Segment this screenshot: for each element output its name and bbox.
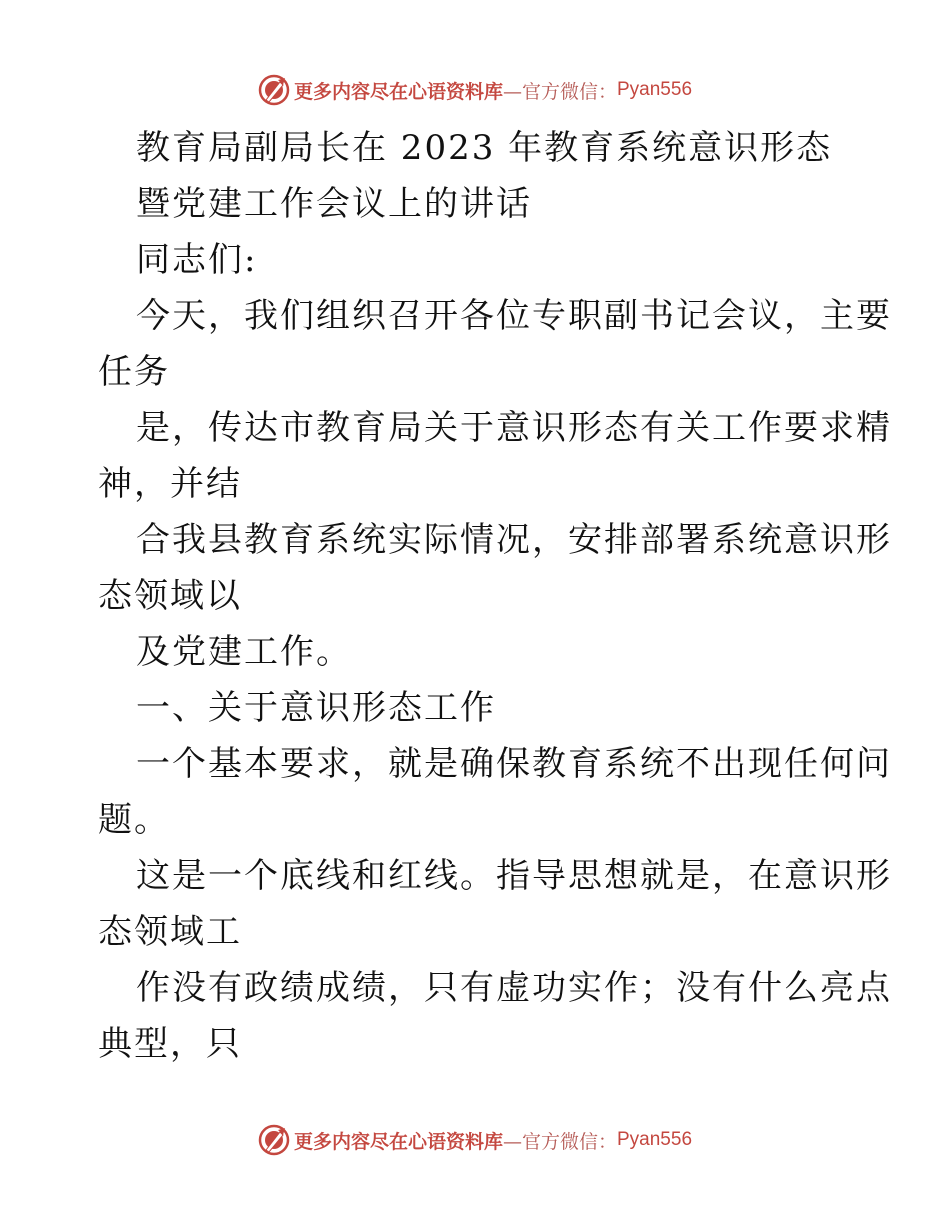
banner-wechat-id: Pyan556 <box>617 1129 693 1150</box>
document-line: 一、关于意识形态工作 <box>136 688 496 728</box>
document-line: 典型，只 <box>98 1024 242 1064</box>
document-line: 作没有政绩成绩，只有虚功实作；没有什么亮点 <box>136 968 892 1008</box>
document-line: 任务 <box>98 352 170 392</box>
document-line: 同志们: <box>136 240 258 280</box>
banner-wechat-label: —官方微信： <box>502 80 617 103</box>
document-line: 今天，我们组织召开各位专职副书记会议，主要 <box>136 296 892 336</box>
document-line: 暨党建工作会议上的讲话 <box>136 184 532 224</box>
document-line: 一个基本要求，就是确保教育系统不出现任何问 <box>136 744 892 784</box>
banner-wechat-label: —官方微信： <box>502 1130 617 1153</box>
quill-pen-logo-icon <box>258 74 290 106</box>
banner-site-name: 更多内容尽在心语资料库 <box>293 1130 503 1153</box>
document-line: 这是一个底线和红线。指导思想就是，在意识形 <box>136 856 892 896</box>
banner-wechat-id: Pyan556 <box>617 79 693 100</box>
document-line: 态领域以 <box>98 576 242 616</box>
document-line: 及党建工作。 <box>136 632 352 672</box>
document-line: 合我县教育系统实际情况，安排部署系统意识形 <box>136 520 892 560</box>
banner-site-name: 更多内容尽在心语资料库 <box>293 80 503 103</box>
document-line: 是，传达市教育局关于意识形态有关工作要求精 <box>136 408 892 448</box>
footer-banner <box>0 1120 950 1160</box>
quill-pen-logo-icon <box>258 1124 290 1156</box>
document-line: 神，并结 <box>98 464 242 504</box>
document-line: 态领域工 <box>98 912 242 952</box>
document-body <box>98 120 892 1072</box>
document-line: 题。 <box>98 800 170 840</box>
document-line: 教育局副局长在 2023 年教育系统意识形态 <box>136 128 833 168</box>
header-banner <box>0 70 950 110</box>
